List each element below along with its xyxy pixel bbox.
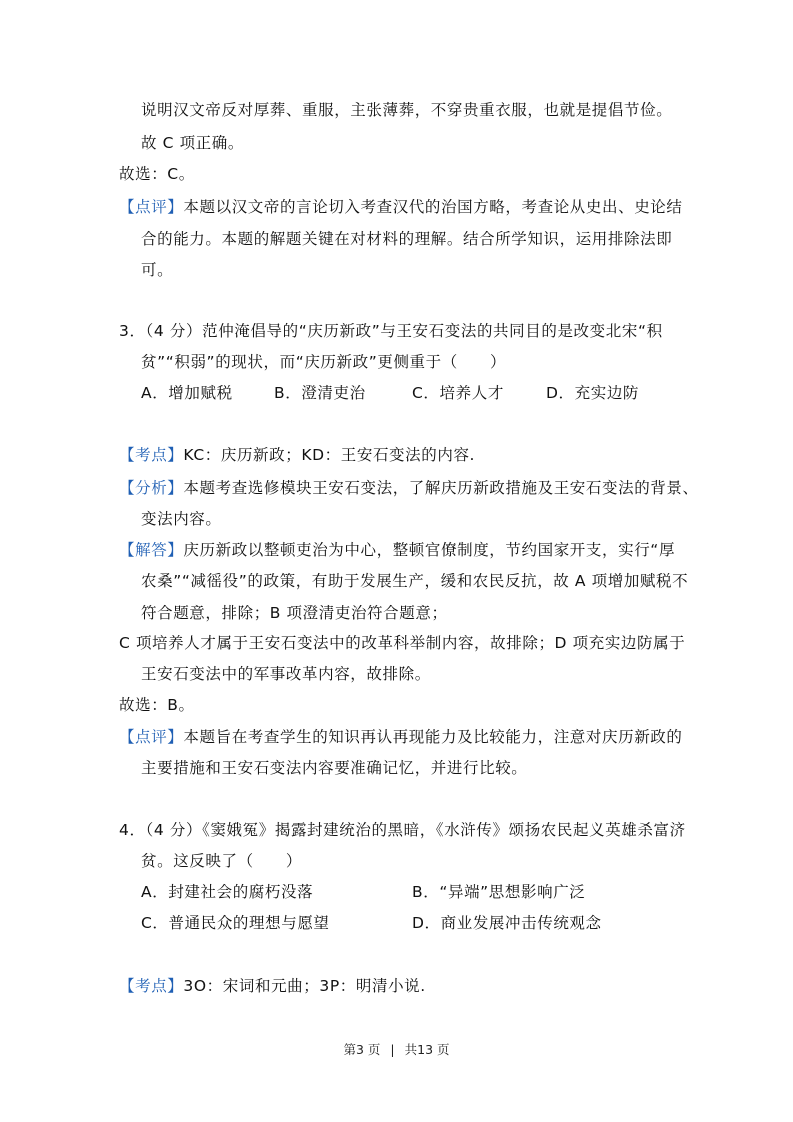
q3-jieda-line-5: 王安石变法中的军事改革内容，故排除。 [141,665,431,683]
kaodian-text: 3O：宋词和元曲；3P：明清小说. [183,977,426,995]
q3-jieda-line-2: 农桑”“减徭役”的政策，有助于发展生产，缓和农民反抗，故 A 项增加赋税不 [141,572,689,590]
page-footer [0,1040,793,1058]
q4-option-b: B．“异端”思想影响广泛 [412,883,586,901]
q3-option-c: C．培养人才 [412,384,504,402]
prev-comment-line-2: 合的能力。本题的解题关键在对材料的理解。结合所学知识，运用排除法即 [141,230,673,248]
q3-comment-line-2: 主要措施和王安石变法内容要准确记忆，并进行比较。 [141,759,528,777]
q3-fenxi-line-2: 变法内容。 [141,510,222,528]
q3-fenxi-line-1 [119,478,699,498]
q3-jieda-line-3: 符合题意，排除；B 项澄清吏治符合题意； [141,604,448,622]
prev-answer: 故选：C。 [119,165,195,183]
q4-option-a: A．封建社会的腐朽没落 [141,883,314,901]
fenxi-tag: 【分析】 [119,479,184,497]
q3-option-a: A．增加赋税 [141,384,233,402]
q3-option-d: D．充实边防 [546,384,640,402]
jieda-tag: 【解答】 [119,541,184,559]
page-number-current: 第3 页 [343,1042,381,1057]
q4-stem-line-2: 贫。这反映了（ ） [141,852,303,870]
comment-text: 本题以汉文帝的言论切入考查汉代的治国方略，考查论从史出、史论结 [183,198,683,216]
q3-stem-line-1: 3．（4 分）范仲淹倡导的“庆历新政”与王安石变法的共同目的是改变北宋“积 [119,322,663,340]
q3-jieda-line-4: C 项培养人才属于王安石变法中的改革科举制内容，故排除；D 项充实边防属于 [119,634,686,652]
comment-text: 本题旨在考查学生的知识再认再现能力及比较能力，注意对庆历新政的 [183,728,683,746]
prev-explanation-line-2: 故 C 项正确。 [141,134,244,152]
q3-stem-line-2: 贫”“积弱”的现状，而“庆历新政”更侧重于（ ） [141,353,507,371]
q3-kaodian [119,445,475,465]
q4-stem-line-1: 4．（4 分）《窦娥冤》揭露封建统治的黑暗，《水浒传》颂扬农民起义英雄杀富济 [119,821,686,839]
prev-comment-line-3: 可。 [141,261,174,279]
fenxi-text: 本题考查选修模块王安石变法，了解庆历新政措施及王安石变法的背景、 [183,479,699,497]
kaodian-tag: 【考点】 [119,977,184,995]
q4-kaodian [119,976,426,996]
q3-jieda-line-1 [119,540,675,560]
q4-option-c: C．普通民众的理想与愿望 [141,914,330,932]
q4-option-d: D．商业发展冲击传统观念 [412,914,602,932]
q3-comment-line-1 [119,727,683,747]
comment-tag: 【点评】 [119,198,184,216]
footer-separator: | [390,1042,395,1057]
comment-tag: 【点评】 [119,728,184,746]
q3-answer: 故选：B。 [119,696,195,714]
kaodian-tag: 【考点】 [119,446,184,464]
prev-explanation-line-1: 说明汉文帝反对厚葬、重服，主张薄葬，不穿贵重衣服，也就是提倡节俭。 [141,101,673,119]
kaodian-text: KC：庆历新政；KD：王安石变法的内容. [183,446,476,464]
jieda-text: 庆历新政以整顿吏治为中心，整顿官僚制度，节约国家开支，实行“厚 [183,541,676,559]
q3-option-b: B．澄清吏治 [274,384,366,402]
prev-comment-line-1 [119,197,683,217]
page-number-total: 共13 页 [404,1042,450,1057]
